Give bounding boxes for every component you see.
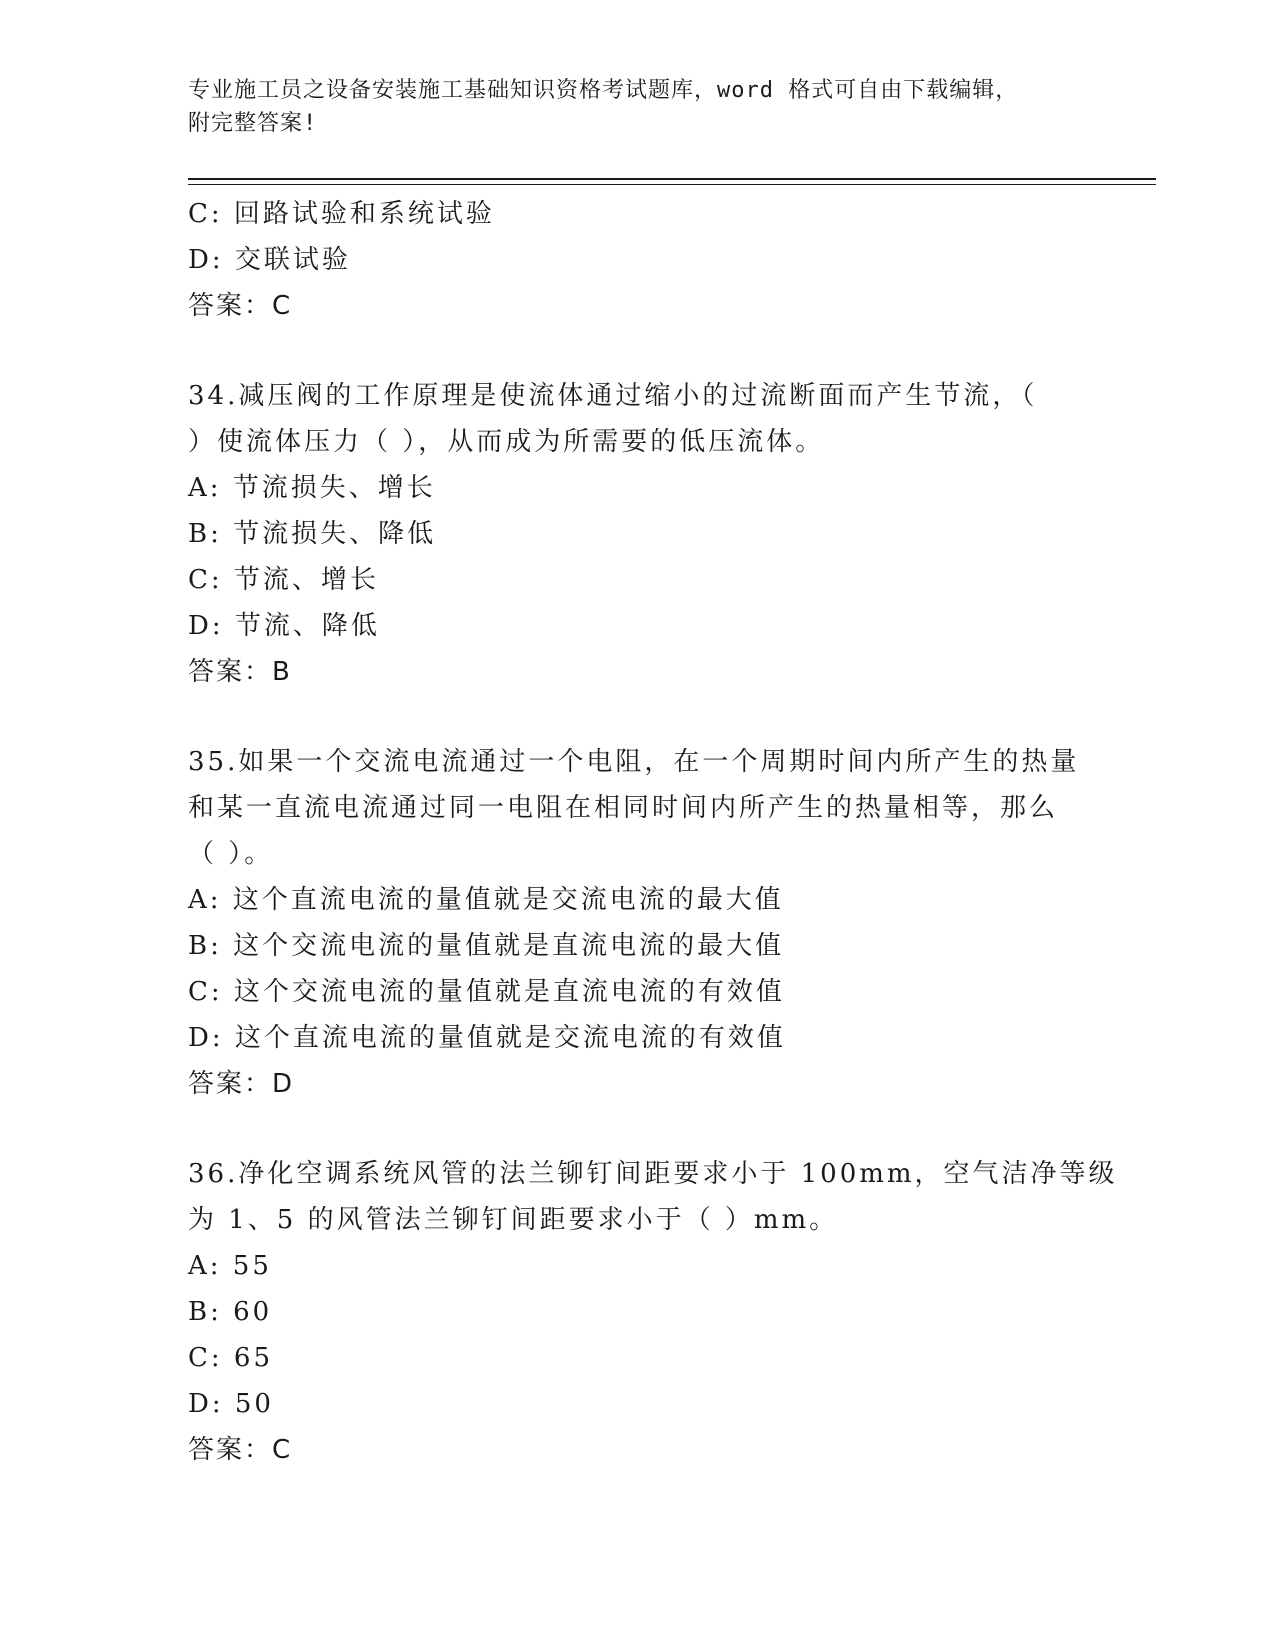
spacer <box>188 329 1088 373</box>
question-35 <box>188 739 1088 1107</box>
question-stem-line: 35.如果一个交流电流通过一个电阻，在一个周期时间内所产生的热量 <box>188 747 1080 777</box>
header-line-1: 专业施工员之设备安装施工基础知识资格考试题库，word 格式可自由下载编辑， <box>188 78 1019 103</box>
spacer <box>188 1107 1088 1151</box>
option-c: C: 回路试验和系统试验 <box>188 199 495 229</box>
option-b: B: 这个交流电流的量值就是直流电流的最大值 <box>188 931 785 961</box>
option-c: C: 65 <box>188 1343 274 1373</box>
question-content <box>188 191 1118 1473</box>
question-33-continuation <box>188 191 1088 329</box>
answer-line: 答案：C <box>188 291 293 321</box>
question-stem-line: 36.净化空调系统风管的法兰铆钉间距要求小于 100mm，空气洁净等级 <box>188 1159 1118 1189</box>
question-stem-line: （ ）。 <box>188 839 274 869</box>
answer-line: 答案：D <box>188 1069 295 1099</box>
option-b: B: 60 <box>188 1297 273 1327</box>
spacer <box>188 695 1088 739</box>
header-divider-thick <box>188 178 1156 180</box>
option-c: C: 这个交流电流的量值就是直流电流的有效值 <box>188 977 785 1007</box>
question-34 <box>188 373 1088 695</box>
option-d: D: 50 <box>188 1389 274 1419</box>
option-c: C: 节流、增长 <box>188 565 379 595</box>
header-line-2: 附完整答案! <box>188 111 318 136</box>
document-header <box>188 74 1088 140</box>
question-stem-line: 和某一直流电流通过同一电阻在相同时间内所产生的热量相等，那么 <box>188 793 1059 823</box>
question-stem-line: 34.减压阀的工作原理是使流体通过缩小的过流断面而产生节流，（ <box>188 381 1038 411</box>
option-d: D: 节流、降低 <box>188 611 380 641</box>
header-divider-thin <box>188 184 1156 185</box>
option-a: A: 55 <box>188 1251 272 1281</box>
question-stem-line: 为 1、5 的风管法兰铆钉间距要求小于（ ）mm。 <box>188 1205 839 1235</box>
question-stem-line: ）使流体压力（ ），从而成为所需要的低压流体。 <box>188 427 825 457</box>
option-a: A: 节流损失、增长 <box>188 473 436 503</box>
answer-line: 答案：B <box>188 657 292 687</box>
option-d: D: 交联试验 <box>188 245 351 275</box>
option-a: A: 这个直流电流的量值就是交流电流的最大值 <box>188 885 784 915</box>
option-d: D: 这个直流电流的量值就是交流电流的有效值 <box>188 1023 786 1053</box>
answer-line: 答案：C <box>188 1435 293 1465</box>
question-36 <box>188 1151 1118 1473</box>
option-b: B: 节流损失、降低 <box>188 519 437 549</box>
